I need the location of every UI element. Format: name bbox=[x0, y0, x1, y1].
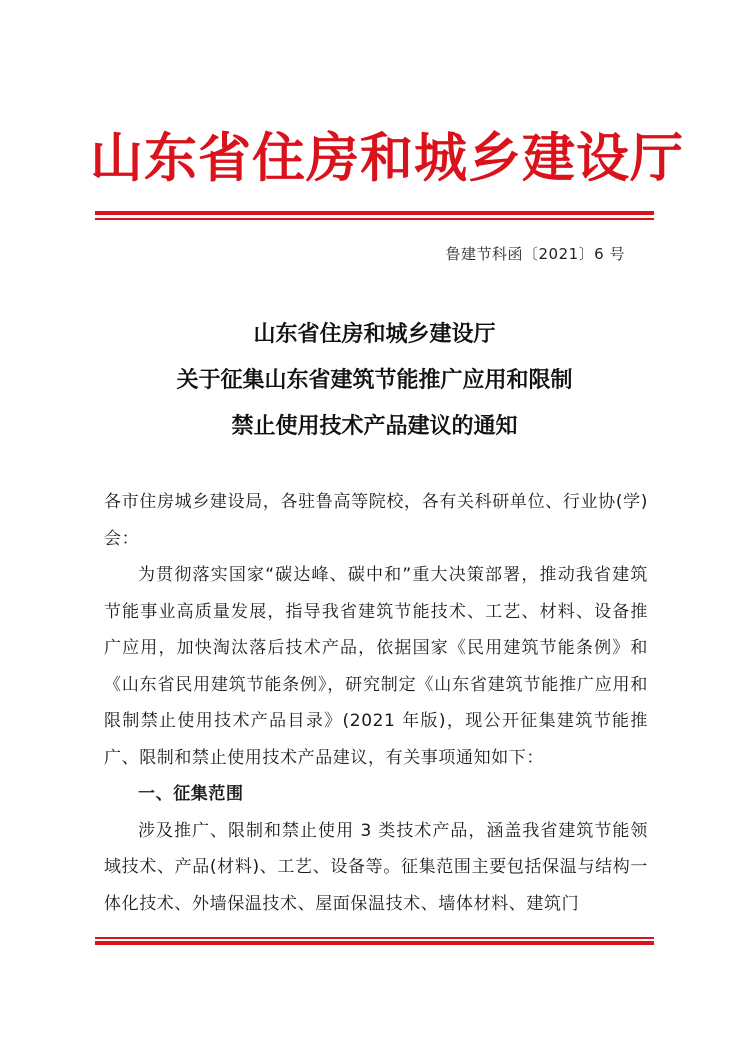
addressee-paragraph: 各市住房城乡建设局，各驻鲁高等院校，各有关科研单位、行业协(学)会： bbox=[104, 492, 648, 549]
title-line-3: 禁止使用技术产品建议的通知 bbox=[231, 414, 518, 439]
footer-rule-thin bbox=[95, 937, 654, 939]
document-body bbox=[104, 484, 648, 922]
title-line-1: 山东省住房和城乡建设厅 bbox=[253, 322, 496, 347]
section-1-paragraph: 涉及推广、限制和禁止使用 3 类技术产品，涵盖我省建筑节能领域技术、产品(材料)、工艺、设备等。征集范围主要包括保温与结构一体化技术、外墙保温技术、屋面保温技术、墙体材料、建筑门 bbox=[104, 820, 648, 914]
section-1-heading: 一、征集范围 bbox=[138, 784, 244, 804]
document-number: 鲁建节科函〔2021〕6 号 bbox=[445, 245, 625, 263]
title-line-2: 关于征集山东省建筑节能推广应用和限制 bbox=[176, 368, 573, 393]
masthead-rule-thick bbox=[95, 211, 654, 215]
document-title bbox=[95, 312, 654, 450]
intro-paragraph: 为贯彻落实国家“碳达峰、碳中和”重大决策部署，推动我省建筑节能事业高质量发展，指导我省建筑节能技术、工艺、材料、设备推广应用，加快淘汰落后技术产品，依据国家《民用建筑节能条例》和《山东省民用建筑节能条例》，研究制定《山东省建筑节能推广应用和限制禁止使用技术产品目录》(2021 年版)，现公开征集建筑节能推广、限制和禁止使用技术产品建议，有关事项通知如下： bbox=[104, 565, 648, 768]
masthead-org-name: 山东省住房和城乡建设厅 bbox=[90, 127, 684, 189]
footer-rule-thick bbox=[95, 941, 654, 945]
masthead-rule-thin bbox=[95, 218, 654, 220]
